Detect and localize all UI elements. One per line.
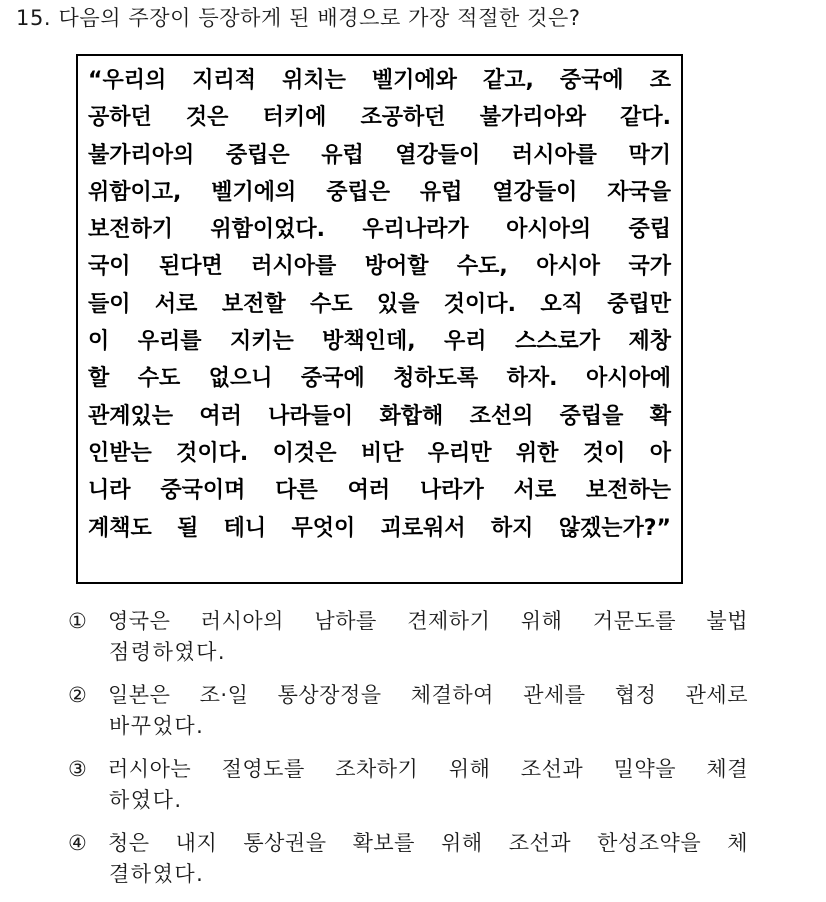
quote-line: “우리의 지리적 위치는 벨기에와 같고, 중국에 조 bbox=[88, 68, 671, 93]
quote-line: 불가리아의 중립은 유럽 열강들이 러시아를 막기 bbox=[88, 142, 671, 168]
quote-box bbox=[76, 54, 683, 584]
choice-marker: ② bbox=[68, 683, 87, 707]
answer-choices bbox=[68, 606, 748, 902]
quote-line: 이 우리를 지키는 방책인데, 우리 스스로가 제창 bbox=[88, 329, 671, 355]
choice-marker: ③ bbox=[68, 757, 87, 781]
quote-line: 계책도 될 테니 무엇이 괴로워서 하지 않겠는가?” bbox=[88, 515, 671, 541]
choice-text: 청은 내지 통상권을 확보를 위해 조선과 한성조약을 체 bbox=[108, 831, 748, 855]
choice-text: 러시아는 절영도를 조차하기 위해 조선과 밀약을 체결 bbox=[108, 757, 748, 781]
quote-line: 인받는 것이다. 이것은 비단 우리만 위한 것이 아 bbox=[88, 440, 671, 466]
quote-line: 위함이고, 벨기에의 중립은 유럽 열강들이 자국을 bbox=[88, 179, 671, 205]
question-title: 15. 다음의 주장이 등장하게 된 배경으로 가장 적절한 것은? bbox=[16, 6, 581, 30]
quote-line: 국이 된다면 러시아를 방어할 수도, 아시아 국가 bbox=[88, 254, 671, 280]
choice-marker: ④ bbox=[68, 831, 87, 855]
quote-line: 할 수도 없으니 중국에 청하도록 하자. 아시아에 bbox=[88, 366, 671, 392]
choice-1[interactable] bbox=[68, 606, 748, 668]
choice-text: 하였다. bbox=[109, 788, 183, 812]
quote-line: 관계있는 여러 나라들이 화합해 조선의 중립을 확 bbox=[88, 403, 671, 429]
quote-line: 들이 서로 보전할 수도 있을 것이다. 오직 중립만 bbox=[88, 291, 671, 317]
choice-text: 바꾸었다. bbox=[109, 714, 205, 738]
choice-text: 점령하였다. bbox=[109, 640, 227, 664]
choice-3[interactable] bbox=[68, 754, 748, 816]
quote-line: 보전하기 위함이었다. 우리나라가 아시아의 중립 bbox=[88, 217, 671, 243]
choice-marker: ① bbox=[68, 609, 87, 633]
choice-2[interactable] bbox=[68, 680, 748, 742]
choice-text: 결하였다. bbox=[109, 862, 205, 886]
choice-text: 일본은 조·일 통상장정을 체결하여 관세를 협정 관세로 bbox=[108, 683, 748, 707]
quote-line: 공하던 것은 터키에 조공하던 불가리아와 같다. bbox=[88, 105, 671, 131]
choice-text: 영국은 러시아의 남하를 견제하기 위해 거문도를 불법 bbox=[108, 609, 748, 633]
quote-line: 니라 중국이며 다른 여러 나라가 서로 보전하는 bbox=[88, 478, 671, 504]
